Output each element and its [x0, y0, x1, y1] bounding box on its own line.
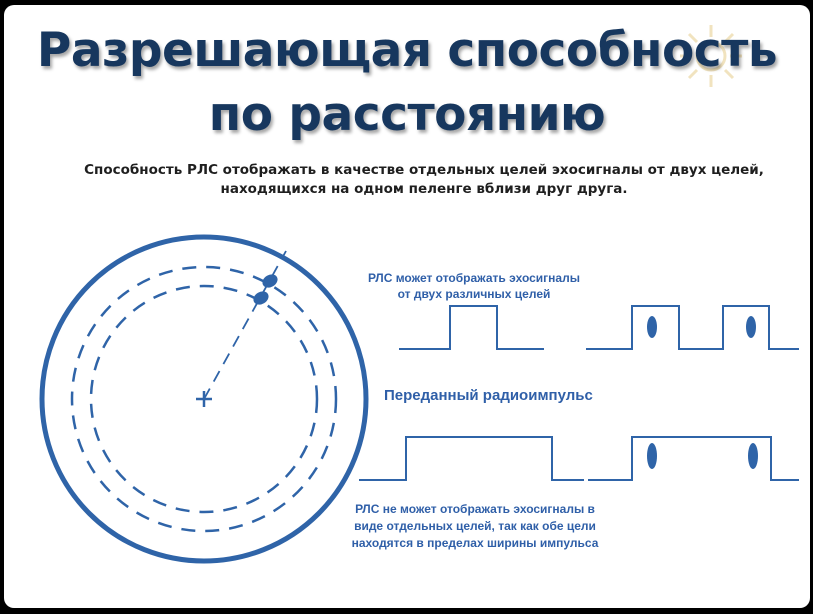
target-echo-2: [251, 289, 271, 307]
title-line-1: Разрешающая способность: [36, 23, 778, 78]
target-echo-1: [260, 272, 280, 290]
definition-line-2: находящихся на одном пеленге вблизи друг друга.: [220, 181, 628, 197]
note-can-resolve: [344, 270, 604, 302]
slide: [4, 5, 810, 608]
note-cannot-resolve-line-3: находятся в пределах ширины импульса: [351, 536, 599, 550]
transmitted-pulse-label: Переданный радиоимпульс: [384, 387, 593, 404]
note-can-resolve-line-2: от двух различных целей: [397, 287, 551, 301]
echo-blip-2: [746, 316, 756, 338]
separated-echoes-waveform: [586, 306, 799, 349]
merged-echoes-waveform: [588, 437, 799, 480]
bearing-line: [204, 251, 286, 399]
echo-blip-4: [748, 443, 758, 469]
echo-blip-3: [647, 443, 657, 469]
plus-icon: [196, 391, 212, 407]
echo-blip-1: [647, 316, 657, 338]
note-cannot-resolve-line-1: РЛС не может отображать эхосигналы в: [355, 502, 595, 516]
note-can-resolve-line-1: РЛС может отображать эхосигналы: [368, 271, 580, 285]
note-cannot-resolve-line-2: виде отдельных целей, так как обе цели: [354, 519, 596, 533]
title-line-2: по расстоянию: [208, 87, 606, 142]
note-cannot-resolve: [340, 501, 610, 552]
long-pulse-waveform: [359, 437, 584, 480]
short-pulse-waveform: [399, 306, 544, 349]
definition-line-1: Способность РЛС отображать в качестве отдельных целей эхосигналы от двух целей,: [84, 162, 764, 178]
